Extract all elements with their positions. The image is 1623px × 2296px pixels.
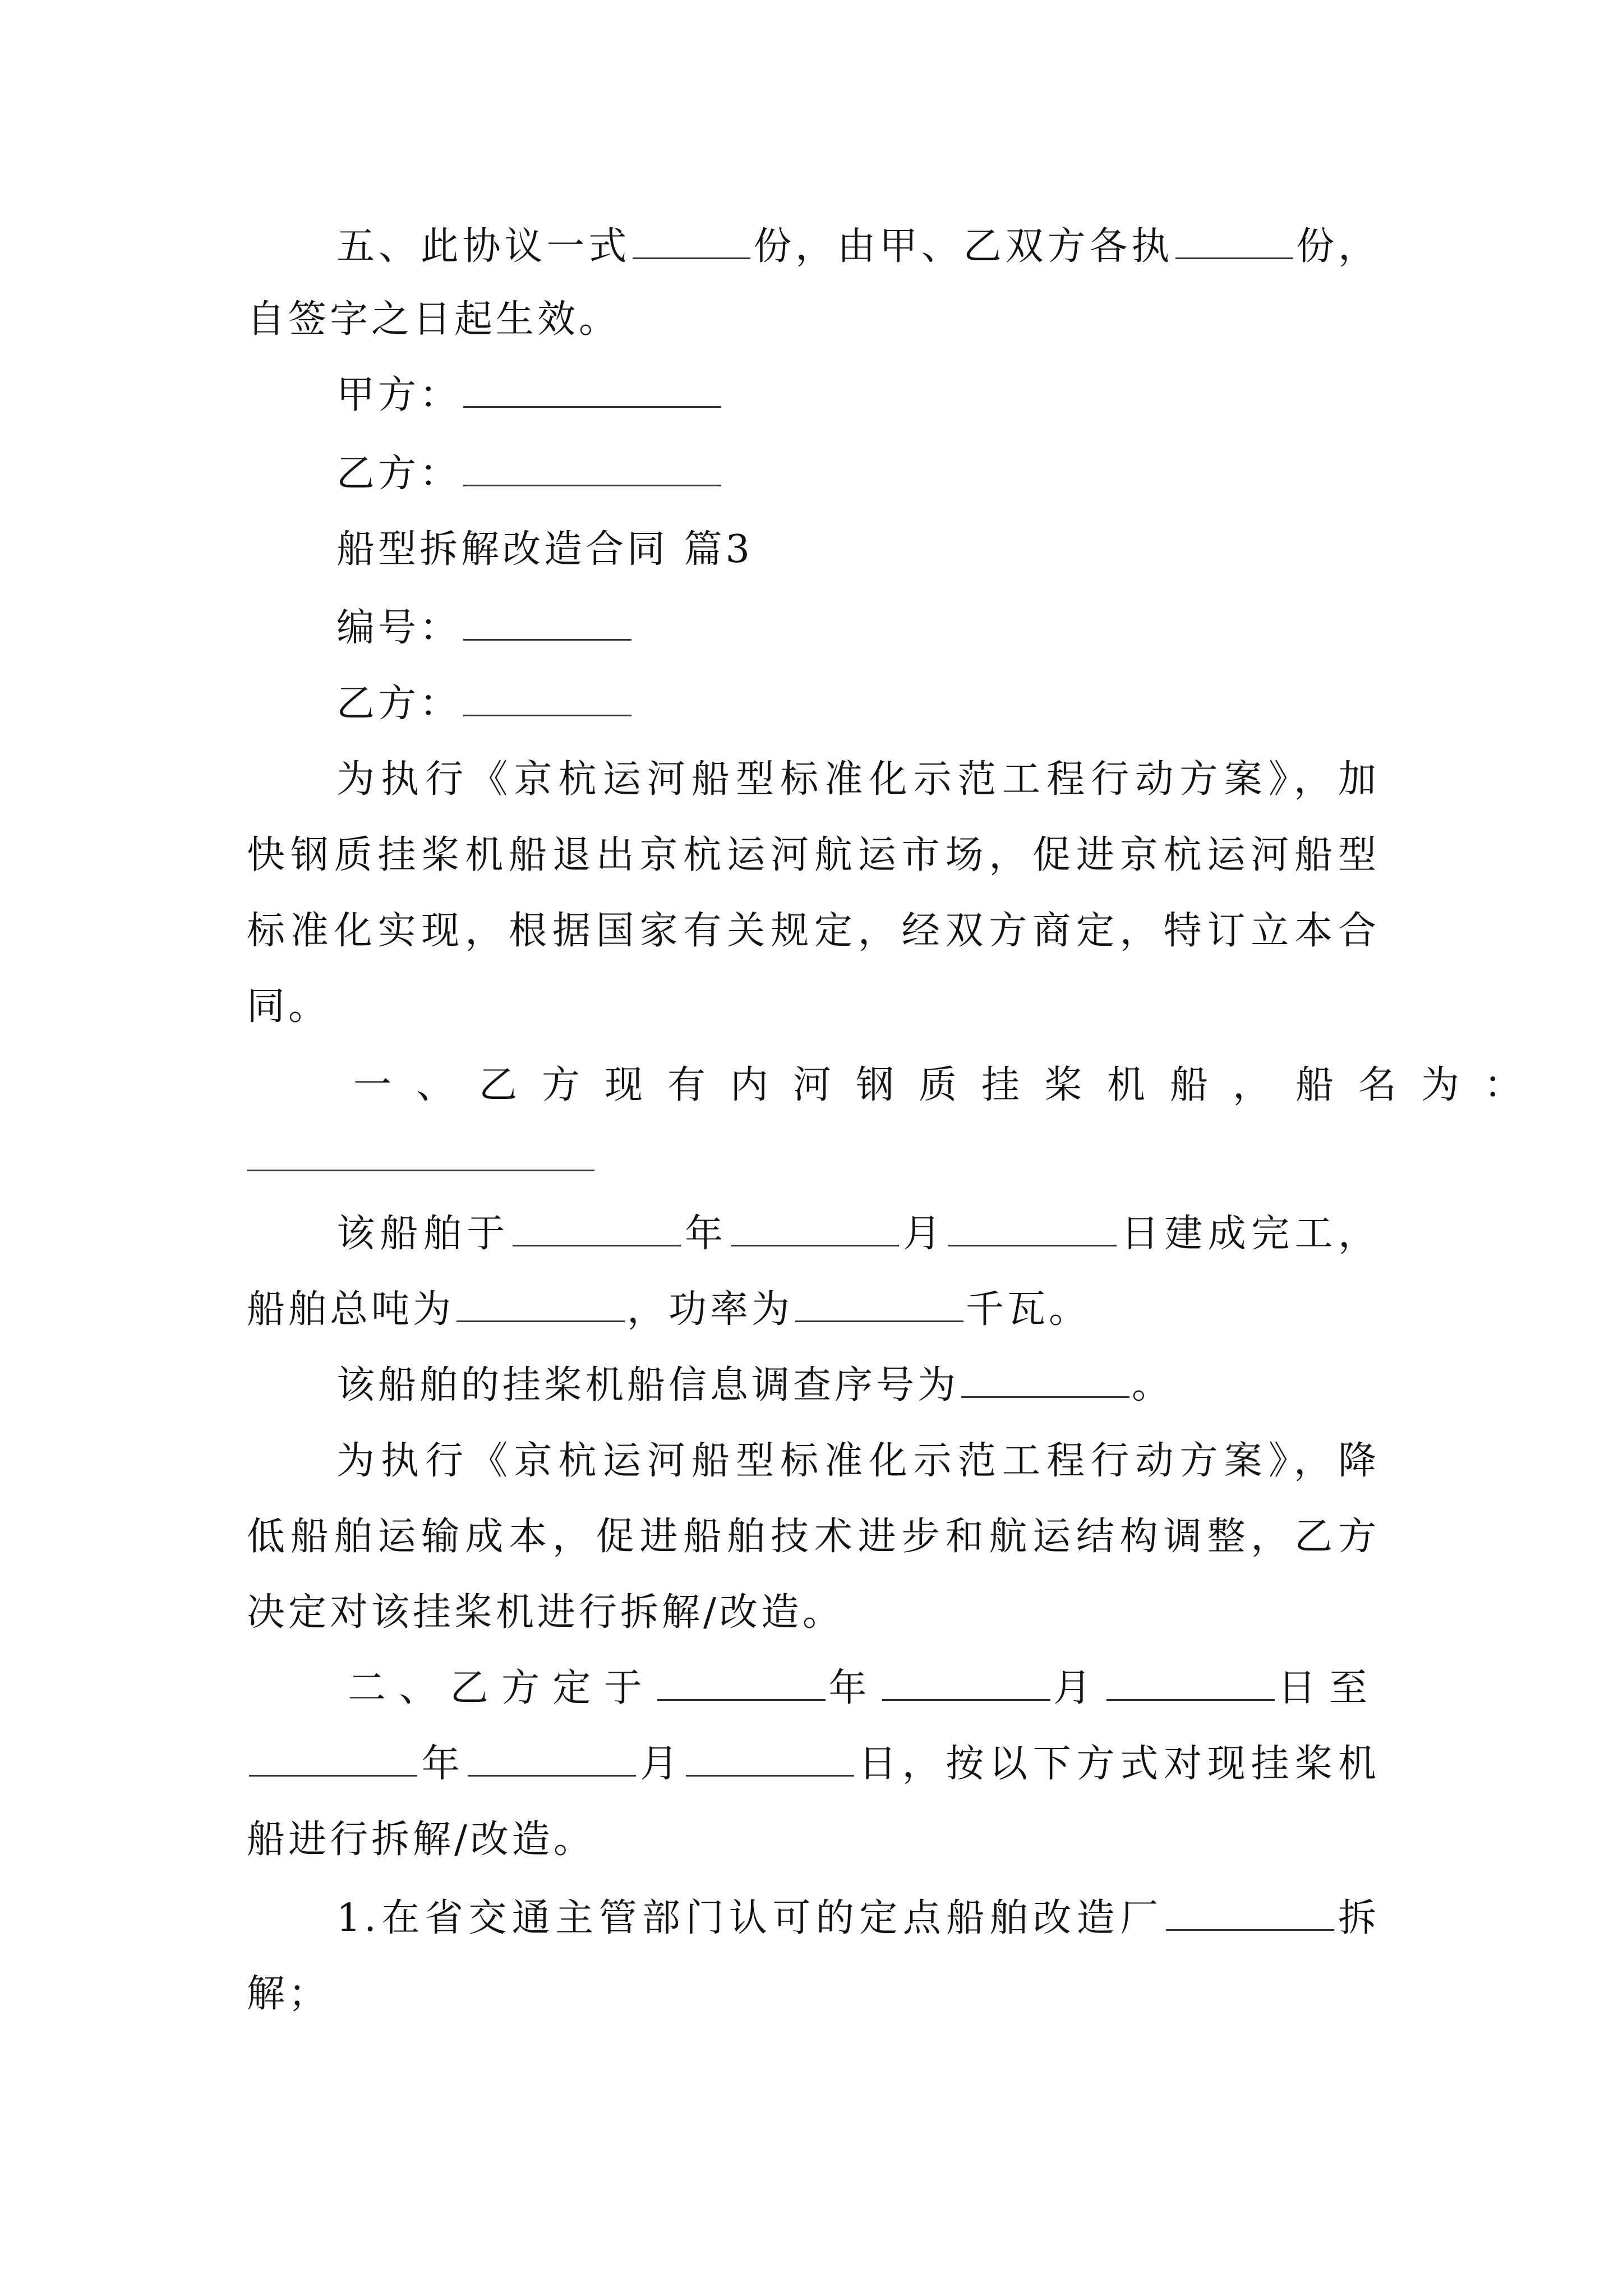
method-1-line [336, 1890, 1380, 1947]
contract-number-line [336, 600, 1380, 656]
paragraph-1-line-4: 同。 [247, 984, 330, 1029]
party-a-label: 甲方： [336, 373, 462, 417]
clause-2-text-g: 日，按以下方式对现挂桨机 [856, 1742, 1380, 1786]
build-day-blank [948, 1210, 1117, 1246]
party-b-label-2: 乙方： [336, 682, 462, 726]
contract-number-blank [463, 604, 631, 641]
party-b-line [336, 446, 1380, 502]
start-year-blank [657, 1664, 826, 1701]
end-day-blank [686, 1740, 854, 1777]
survey-number-end: 。 [1132, 1363, 1174, 1407]
clause-5-text-a: 五、此协议一式 [336, 224, 631, 269]
survey-number-blank [961, 1361, 1129, 1398]
method-1-text: 1.在省交通主管部门认可的定点船舶改造厂 [336, 1896, 1164, 1940]
party-b-blank [463, 450, 721, 486]
build-month-blank [731, 1210, 899, 1246]
survey-number-line [336, 1358, 1380, 1414]
clause-2-text-e: 年 [419, 1742, 465, 1786]
party-b-label: 乙方： [336, 452, 462, 496]
copies-each-blank [1175, 223, 1293, 259]
clause-5-text-c: 份， [1295, 224, 1380, 269]
survey-number-text: 该船舶的挂桨机船信息调查序号为 [336, 1363, 960, 1407]
tonnage-text-a: 船舶总吨为 [247, 1287, 455, 1332]
build-year-blank [513, 1210, 681, 1246]
paragraph-1-line-3: 标准化实现，根据国家有关规定，经双方商定，特订立本合 [247, 909, 1380, 953]
clause-2-text-d: 日至 [1277, 1666, 1380, 1710]
method-1-line-2: 解； [247, 1972, 330, 2016]
clause-1-heading: 一、乙方现有内河钢质挂桨机船，船名为： [353, 1063, 1547, 1107]
build-date-text-c: 月 [901, 1212, 947, 1256]
build-date-text-a: 该船舶于 [336, 1212, 510, 1256]
tonnage-text-b: ，功率为 [627, 1287, 794, 1332]
build-date-text-b: 年 [683, 1212, 728, 1256]
start-month-blank [882, 1664, 1050, 1701]
paragraph-2-line-2: 低船舶运输成本，促进船舶技术进步和航运结构调整，乙方 [247, 1515, 1380, 1559]
method-1-end: 拆 [1336, 1896, 1380, 1940]
build-date-text-d: 日建成完工， [1119, 1212, 1380, 1256]
contract-number-label: 编号： [336, 606, 462, 650]
clause-2-text-c: 月 [1052, 1666, 1105, 1710]
tonnage-text-c: 千瓦。 [966, 1287, 1091, 1332]
party-b-blank-2 [463, 680, 631, 716]
clause-5-text-b: 份，由甲、乙双方各执 [753, 224, 1174, 269]
paragraph-2-line-1: 为执行《京杭运河船型标准化示范工程行动方案》，降 [336, 1439, 1380, 1483]
party-b-line-2 [336, 676, 1380, 732]
clause-2-text-a: 二、乙方定于 [348, 1666, 655, 1710]
clause-5-line [336, 219, 1380, 275]
end-month-blank [468, 1740, 636, 1777]
copies-total-blank [633, 223, 750, 259]
ship-name-blank [247, 1170, 594, 1171]
paragraph-1-line-2: 快钢质挂桨机船退出京杭运河航运市场，促进京杭运河船型 [247, 833, 1380, 877]
paragraph-1-line-1: 为执行《京杭运河船型标准化示范工程行动方案》，加 [336, 757, 1380, 802]
clause-2-text-b: 年 [827, 1666, 880, 1710]
paragraph-2-line-3: 决定对该挂桨机进行拆解/改造。 [247, 1590, 844, 1635]
tonnage-line [247, 1282, 1380, 1338]
party-a-blank [463, 371, 721, 408]
clause-2-line-2 [247, 1736, 1380, 1792]
tonnage-blank [457, 1286, 625, 1322]
section-title: 船型拆解改造合同 篇3 [336, 527, 753, 572]
clause-2-text-f: 月 [638, 1742, 684, 1786]
clause-2-line-1 [348, 1660, 1380, 1717]
party-a-line [336, 367, 1380, 424]
shipyard-blank [1166, 1894, 1334, 1931]
end-year-blank [249, 1740, 417, 1777]
power-blank [795, 1286, 963, 1322]
start-day-blank [1106, 1664, 1275, 1701]
clause-2-line-3: 船进行拆解/改造。 [247, 1818, 595, 1862]
build-date-line [336, 1206, 1380, 1262]
effective-line: 自签字之日起生效。 [247, 297, 621, 342]
